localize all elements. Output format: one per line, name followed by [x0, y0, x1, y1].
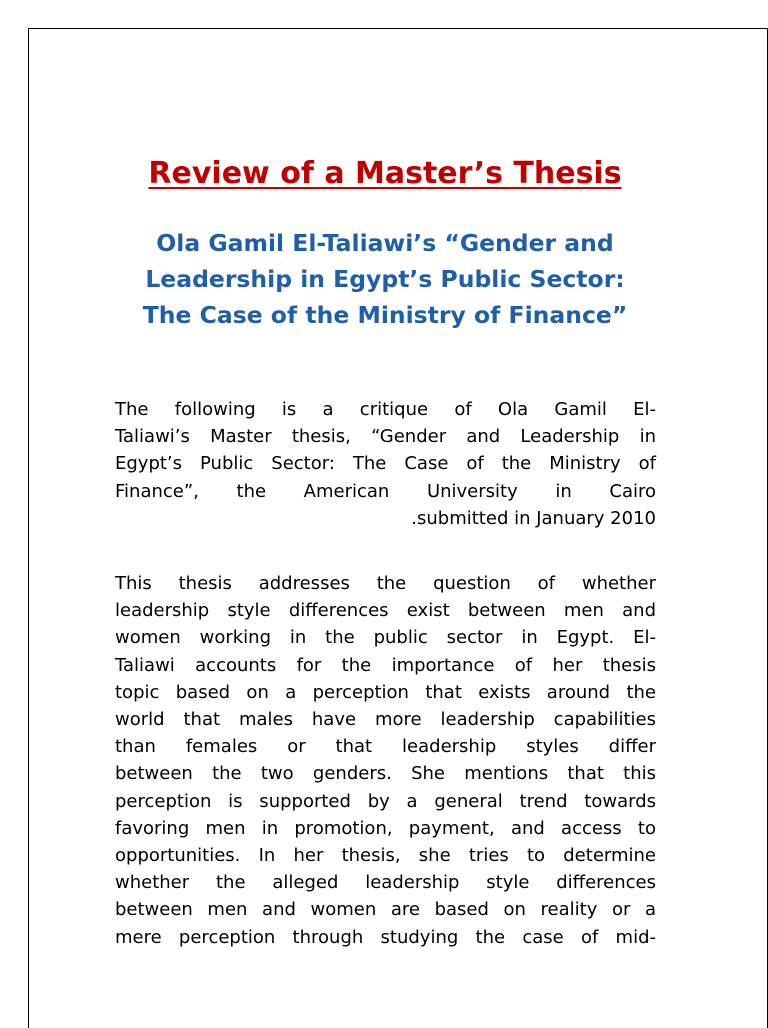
subtitle-line: Ola Gamil El-Taliawi’s “Gender and [156, 229, 614, 257]
paragraph-line: The following is a critique of Ola Gamil El- [115, 399, 656, 420]
paragraph-line: Finance”, the American University in Cairo [115, 480, 656, 502]
paragraph-line: Taliawi’s Master thesis, “Gender and Leadership in [115, 426, 656, 448]
paragraph-line: perception is supported by a general trend towards [115, 790, 656, 812]
paragraph-line: whether the alleged leadership style differences [115, 872, 656, 894]
paragraph-line: .submitted in January 2010 [411, 507, 656, 529]
paragraph-line: favoring men in promotion, payment, and access to [115, 817, 656, 839]
paragraph-line: between the two genders. She mentions that this [115, 763, 656, 785]
paragraph-line: This thesis addresses the question of whether [115, 573, 656, 594]
paragraph-line: world that males have more leadership capabilities [115, 709, 656, 731]
paragraph-line: Egypt’s Public Sector: The Case of the Ministry of [115, 453, 656, 475]
paragraph-line: Taliawi accounts for the importance of her thesis [115, 654, 656, 676]
document-title: Review of a Master’s Thesis [148, 156, 622, 191]
paragraph-line: mere perception through studying the case of mid- [115, 926, 656, 948]
subtitle-line: Leadership in Egypt’s Public Sector: [145, 265, 625, 293]
paragraph-line: between men and women are based on reality or a [115, 899, 656, 921]
paragraph-line: than females or that leadership styles differ [115, 736, 656, 758]
document-subtitle [95, 225, 675, 333]
paragraph-line: topic based on a perception that exists around the [115, 681, 656, 703]
paragraph-line: opportunities. In her thesis, she tries to determine [115, 845, 656, 867]
document-page [28, 28, 768, 1028]
paragraph-line: leadership style differences exist between men and [115, 600, 656, 622]
paragraph-line: women working in the public sector in Egypt. El- [115, 627, 656, 649]
body-paragraph [115, 570, 656, 951]
subtitle-line: The Case of the Ministry of Finance” [142, 301, 628, 329]
intro-paragraph [115, 396, 656, 532]
